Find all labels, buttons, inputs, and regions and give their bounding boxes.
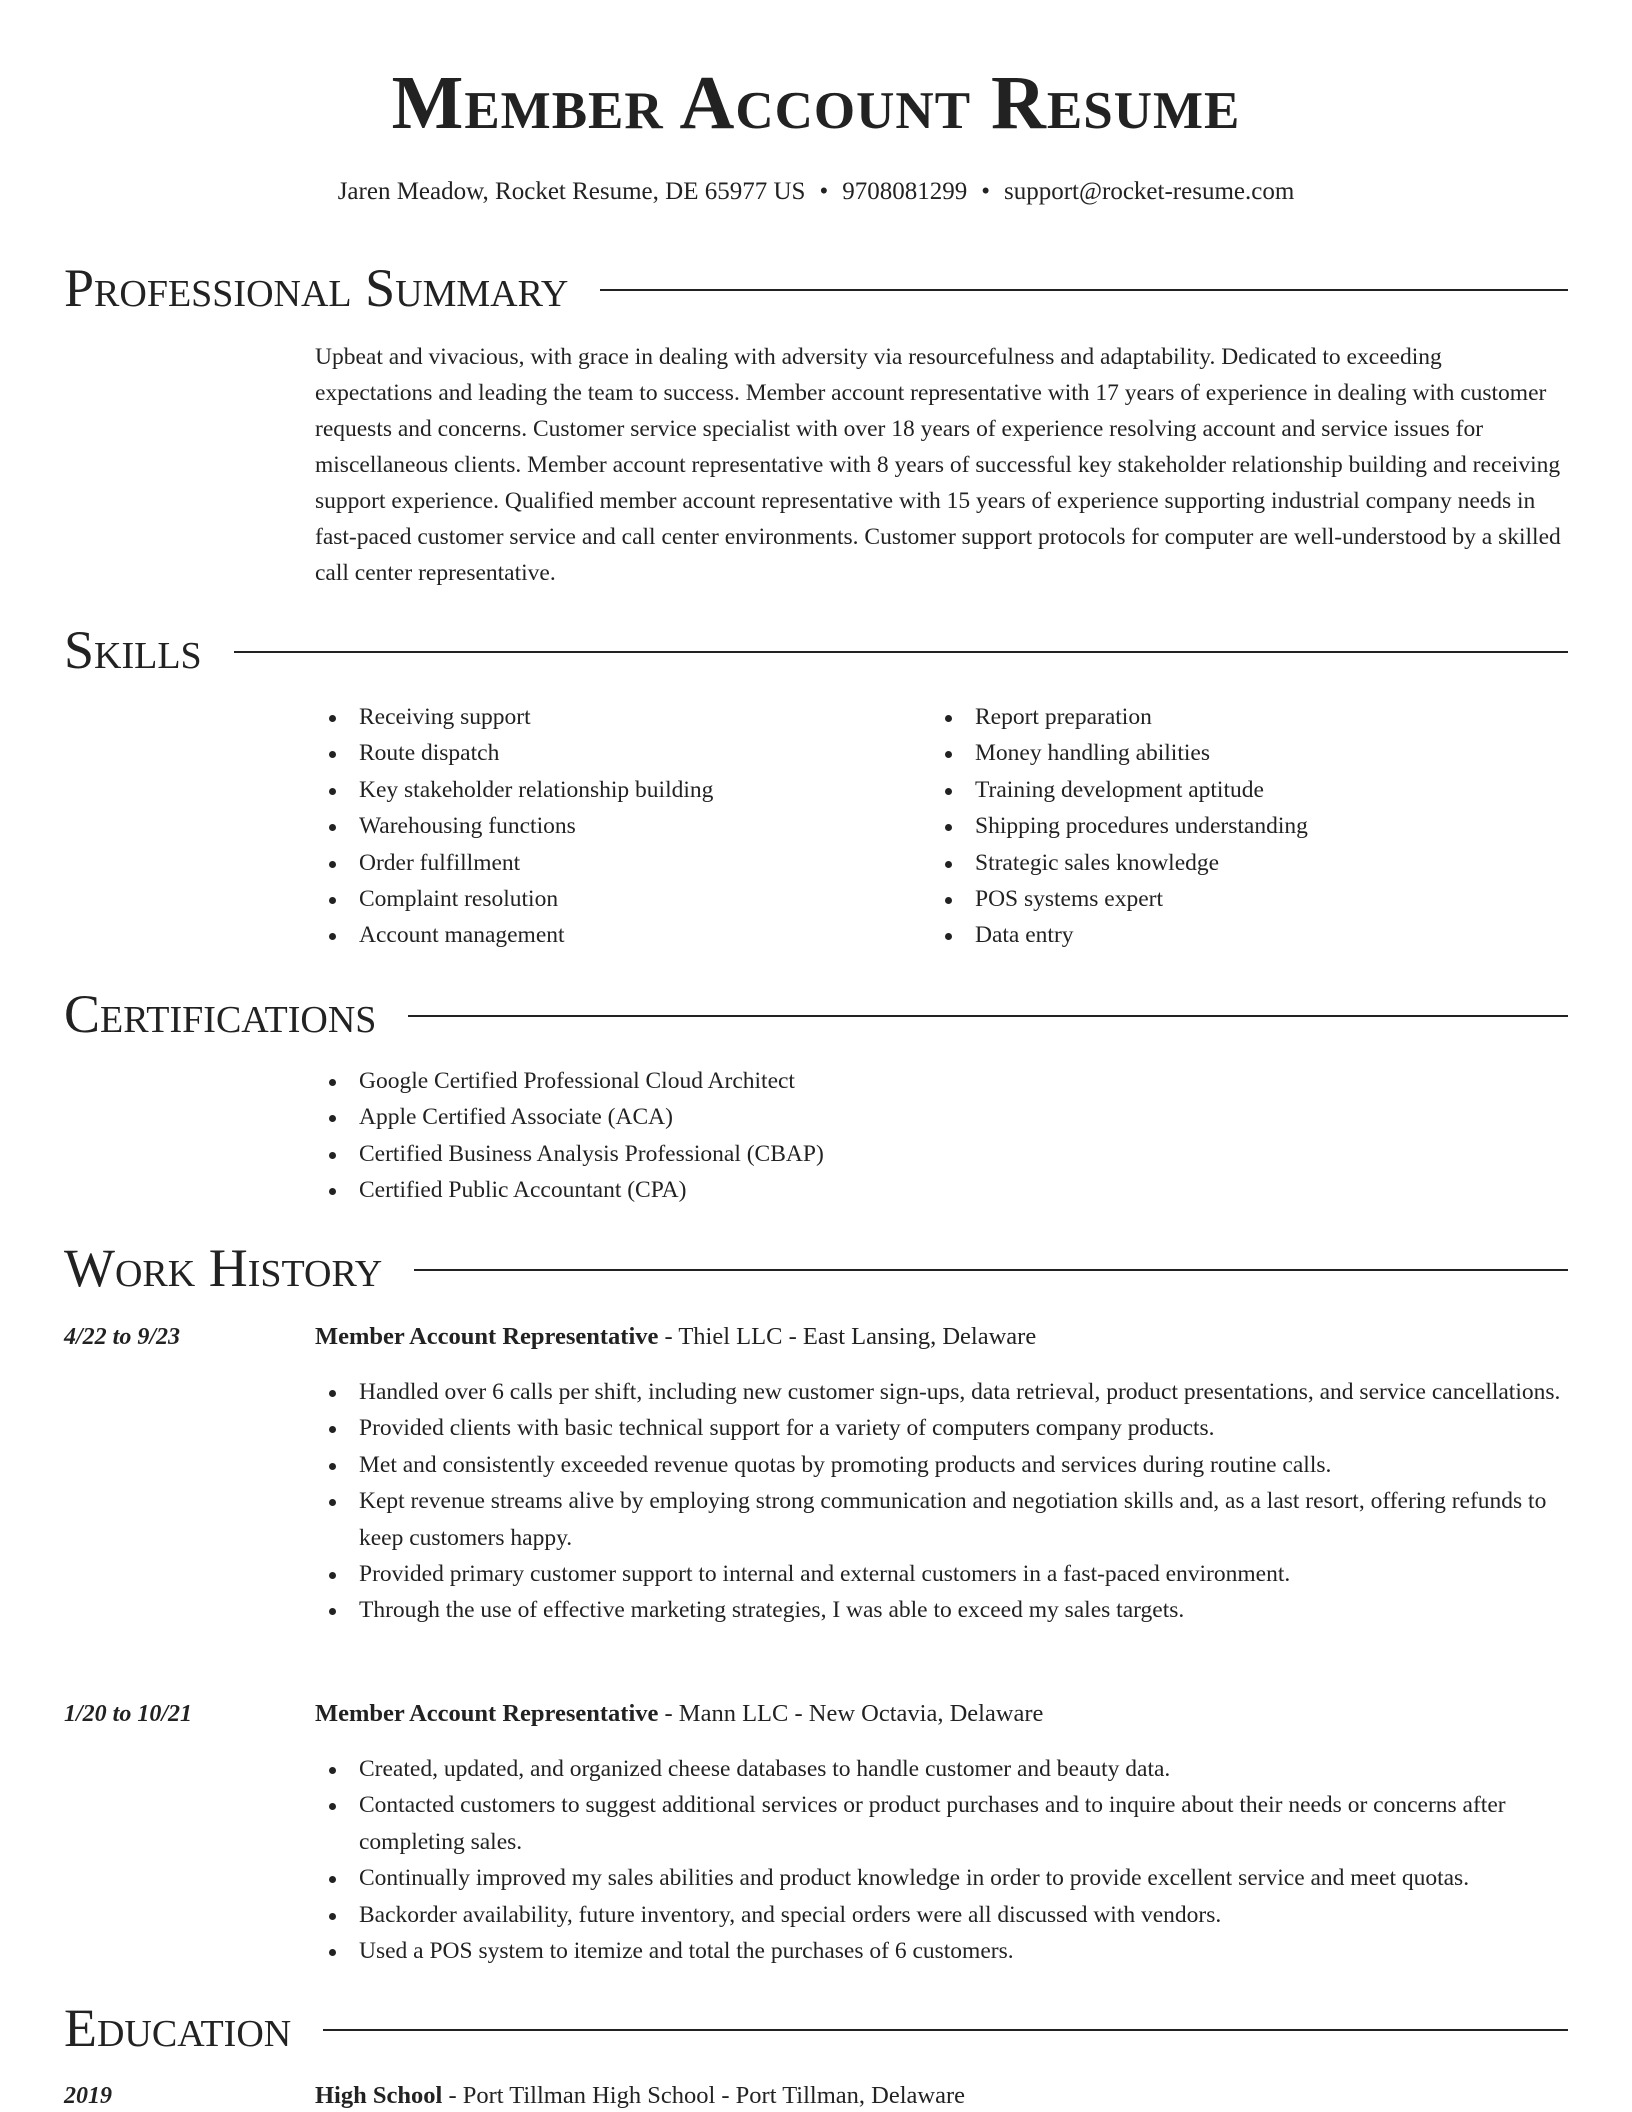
resume-title: Member Account Resume — [391, 61, 1241, 145]
section-title-skills: Skills — [64, 620, 202, 680]
section-divider — [414, 1269, 1568, 1271]
section-title-work-history: Work History — [64, 1238, 383, 1298]
section-header-education — [64, 1998, 1568, 2058]
section-divider — [323, 2029, 1568, 2031]
contact-phone: 9708081299 — [842, 178, 968, 205]
summary-text: Upbeat and vivacious, with grace in dealing with adversity via resourcefulness and adaptability. Dedicated to exceeding expectations and leading the team to success. Member account representative with 17 years of experience in dealing with customer requests and concerns. Customer service specialist with over 18 years of experience resolving account and service issues for miscellaneous clients. Member account representative with 8 years of successful key stakeholder relationship building and receiving support experience. Qualified member account representative with 15 years of experience supporting industrial company needs in fast-paced customer service and call center environments. Customer support protocols for computer are well-understood by a skilled call center representative. — [315, 344, 1561, 586]
skill-item: Warehousing functions — [315, 808, 915, 844]
skill-item: Shipping procedures understanding — [931, 808, 1531, 844]
job-bullet: Handled over 6 calls per shift, including new customer sign-ups, data retrieval, product presentations, and service cancellations. — [315, 1374, 1570, 1410]
section-divider — [408, 1015, 1568, 1017]
skill-item: Key stakeholder relationship building — [315, 772, 915, 808]
skill-item: Route dispatch — [315, 735, 915, 771]
contact-email: support@rocket-resume.com — [1003, 178, 1295, 205]
section-title-certifications: Certifications — [64, 984, 377, 1044]
section-header-skills — [64, 620, 1568, 680]
contact-separator: • — [981, 178, 990, 205]
education-heading — [315, 2080, 965, 2112]
job-dates: 1/20 to 10/21 — [64, 1701, 193, 1727]
job-bullet: Provided primary customer support to internal and external customers in a fast-paced environment. — [315, 1556, 1570, 1592]
contact-line — [0, 176, 1632, 208]
job-bullet: Backorder availability, future inventory, and special orders were all discussed with vendors. — [315, 1897, 1570, 1933]
job-bullet: Used a POS system to itemize and total the purchases of 6 customers. — [315, 1933, 1570, 1969]
skill-item: Training development aptitude — [931, 772, 1531, 808]
certification-item: Certified Business Analysis Professional (CBAP) — [315, 1136, 1315, 1172]
section-title-summary: Professional Summary — [64, 258, 569, 318]
job-employer: - Thiel LLC - East Lansing, Delaware — [658, 1323, 1037, 1350]
skills-list-left — [315, 699, 915, 954]
job-bullet: Contacted customers to suggest additional services or product purchases and to inquire about their needs or concerns after completing sales. — [315, 1787, 1570, 1860]
certification-item: Google Certified Professional Cloud Architect — [315, 1063, 1315, 1099]
contact-address: Jaren Meadow, Rocket Resume, DE 65977 US — [337, 178, 806, 205]
job-bullet: Provided clients with basic technical support for a variety of computers company products. — [315, 1410, 1570, 1446]
education-school: - Port Tillman High School - Port Tillman, Delaware — [442, 2082, 965, 2109]
contact-separator: • — [819, 178, 829, 205]
skill-item: Data entry — [931, 917, 1531, 953]
skill-item: Strategic sales knowledge — [931, 845, 1531, 881]
skill-item: Receiving support — [315, 699, 915, 735]
job-bullet: Created, updated, and organized cheese databases to handle customer and beauty data. — [315, 1751, 1570, 1787]
skill-item: Account management — [315, 917, 915, 953]
certification-item: Apple Certified Associate (ACA) — [315, 1099, 1315, 1135]
certifications-list — [315, 1063, 1315, 1209]
skill-item: POS systems expert — [931, 881, 1531, 917]
section-divider — [234, 651, 1568, 653]
education-degree: High School — [315, 2082, 443, 2109]
job-dates: 4/22 to 9/23 — [64, 1324, 181, 1350]
job-bullets — [315, 1751, 1570, 1969]
job-bullet: Through the use of effective marketing strategies, I was able to exceed my sales targets. — [315, 1592, 1570, 1628]
job-title: Member Account Representative — [315, 1323, 659, 1350]
section-header-summary — [64, 258, 1568, 318]
job-bullet: Met and consistently exceeded revenue quotas by promoting products and services during routine calls. — [315, 1447, 1570, 1483]
job-bullet: Kept revenue streams alive by employing strong communication and negotiation skills and, as a last resort, offering refunds to keep customers happy. — [315, 1483, 1570, 1556]
section-header-certifications — [64, 984, 1568, 1044]
job-heading — [315, 1698, 1043, 1730]
skill-item: Money handling abilities — [931, 735, 1531, 771]
job-employer: - Mann LLC - New Octavia, Delaware — [658, 1700, 1044, 1727]
skill-item: Report preparation — [931, 699, 1531, 735]
certification-item: Certified Public Accountant (CPA) — [315, 1172, 1315, 1208]
section-header-work-history — [64, 1238, 1568, 1298]
job-bullets — [315, 1374, 1570, 1629]
section-title-education: Education — [64, 1998, 292, 2058]
skill-item: Complaint resolution — [315, 881, 915, 917]
job-bullet: Continually improved my sales abilities and product knowledge in order to provide excellent service and meet quotas. — [315, 1860, 1570, 1896]
skills-list-right — [931, 699, 1531, 954]
job-title: Member Account Representative — [315, 1700, 659, 1727]
skill-item: Order fulfillment — [315, 845, 915, 881]
education-year: 2019 — [64, 2083, 112, 2109]
job-heading — [315, 1321, 1036, 1353]
section-divider — [600, 289, 1568, 291]
